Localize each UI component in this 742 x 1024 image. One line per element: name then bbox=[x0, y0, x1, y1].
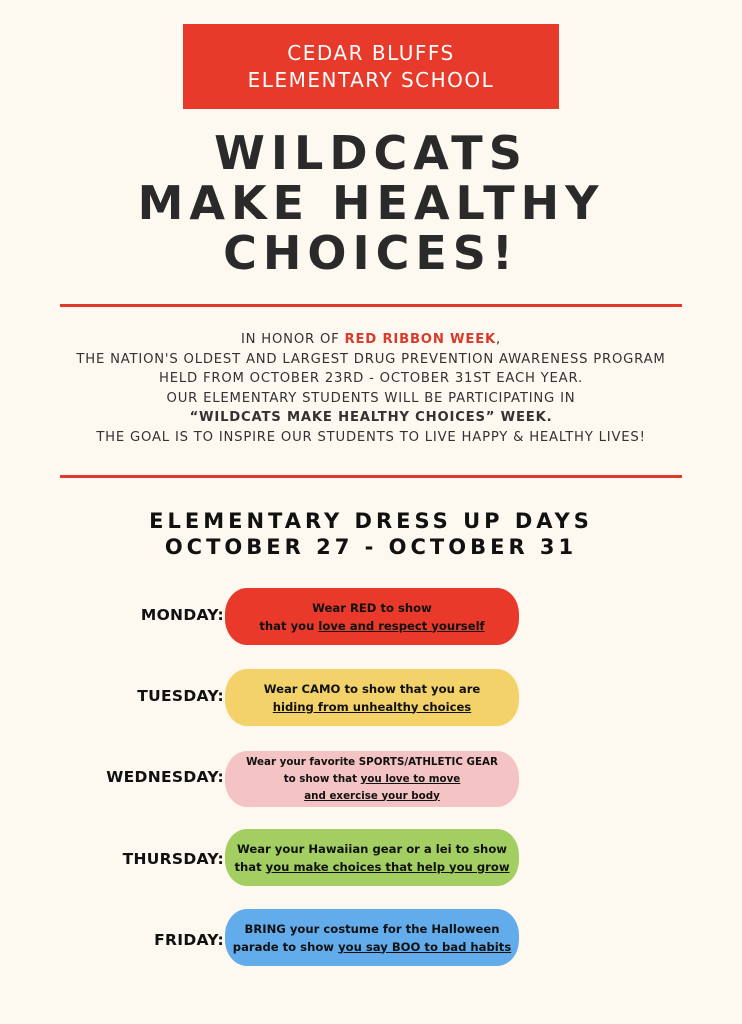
dress-up-title: ELEMENTARY DRESS UP DAYS bbox=[149, 509, 593, 533]
banner-line-1: CEDAR BLUFFS bbox=[287, 40, 455, 65]
school-banner bbox=[183, 24, 559, 109]
dress-up-heading bbox=[0, 508, 742, 560]
intro-line-3: HELD FROM OCTOBER 23RD - OCTOBER 31ST EACH YEAR. bbox=[159, 371, 583, 386]
divider-top bbox=[60, 304, 682, 307]
day-label-tuesday: TUESDAY: bbox=[137, 687, 224, 705]
day-pill-wednesday: Wear your favorite SPORTS/ATHLETIC GEAR to show that you love to move and exercise your body bbox=[225, 751, 519, 807]
day-label-thursday: THURSDAY: bbox=[122, 850, 224, 868]
intro-line-2: THE NATION'S OLDEST AND LARGEST DRUG PREVENTION AWARENESS PROGRAM bbox=[76, 351, 666, 367]
banner-line-2: ELEMENTARY SCHOOL bbox=[247, 67, 495, 92]
title-line-1: WILDCATS bbox=[214, 126, 528, 180]
title-line-3: CHOICES! bbox=[223, 226, 519, 280]
intro-line-4: OUR ELEMENTARY STUDENTS WILL BE PARTICIPATING IN bbox=[166, 390, 576, 406]
day-pill-tuesday: Wear CAMO to show that you are hiding from unhealthy choices bbox=[225, 669, 519, 726]
day-pill-friday: BRING your costume for the Halloween parade to show you say BOO to bad habits bbox=[225, 909, 519, 966]
day-label-friday: FRIDAY: bbox=[154, 931, 224, 949]
intro-line-5: “WILDCATS MAKE HEALTHY CHOICES” WEEK. bbox=[189, 410, 553, 425]
intro-paragraph bbox=[20, 330, 722, 447]
divider-bottom bbox=[60, 475, 682, 478]
dress-up-dates: OCTOBER 27 - OCTOBER 31 bbox=[164, 535, 578, 559]
intro-line-1: IN HONOR OF RED RIBBON WEEK, bbox=[240, 332, 502, 347]
day-pill-thursday: Wear your Hawaiian gear or a lei to show that you make choices that help you grow bbox=[225, 829, 519, 886]
day-label-monday: MONDAY: bbox=[140, 606, 224, 624]
title-line-2: MAKE HEALTHY bbox=[137, 176, 605, 230]
day-label-wednesday: WEDNESDAY: bbox=[106, 768, 224, 786]
red-ribbon-week: RED RIBBON WEEK bbox=[344, 332, 497, 347]
day-pill-monday: Wear RED to show that you love and respect yourself bbox=[225, 588, 519, 645]
page-title bbox=[0, 128, 742, 278]
intro-line-6: THE GOAL IS TO INSPIRE OUR STUDENTS TO LIVE HAPPY & HEALTHY LIVES! bbox=[96, 429, 646, 445]
